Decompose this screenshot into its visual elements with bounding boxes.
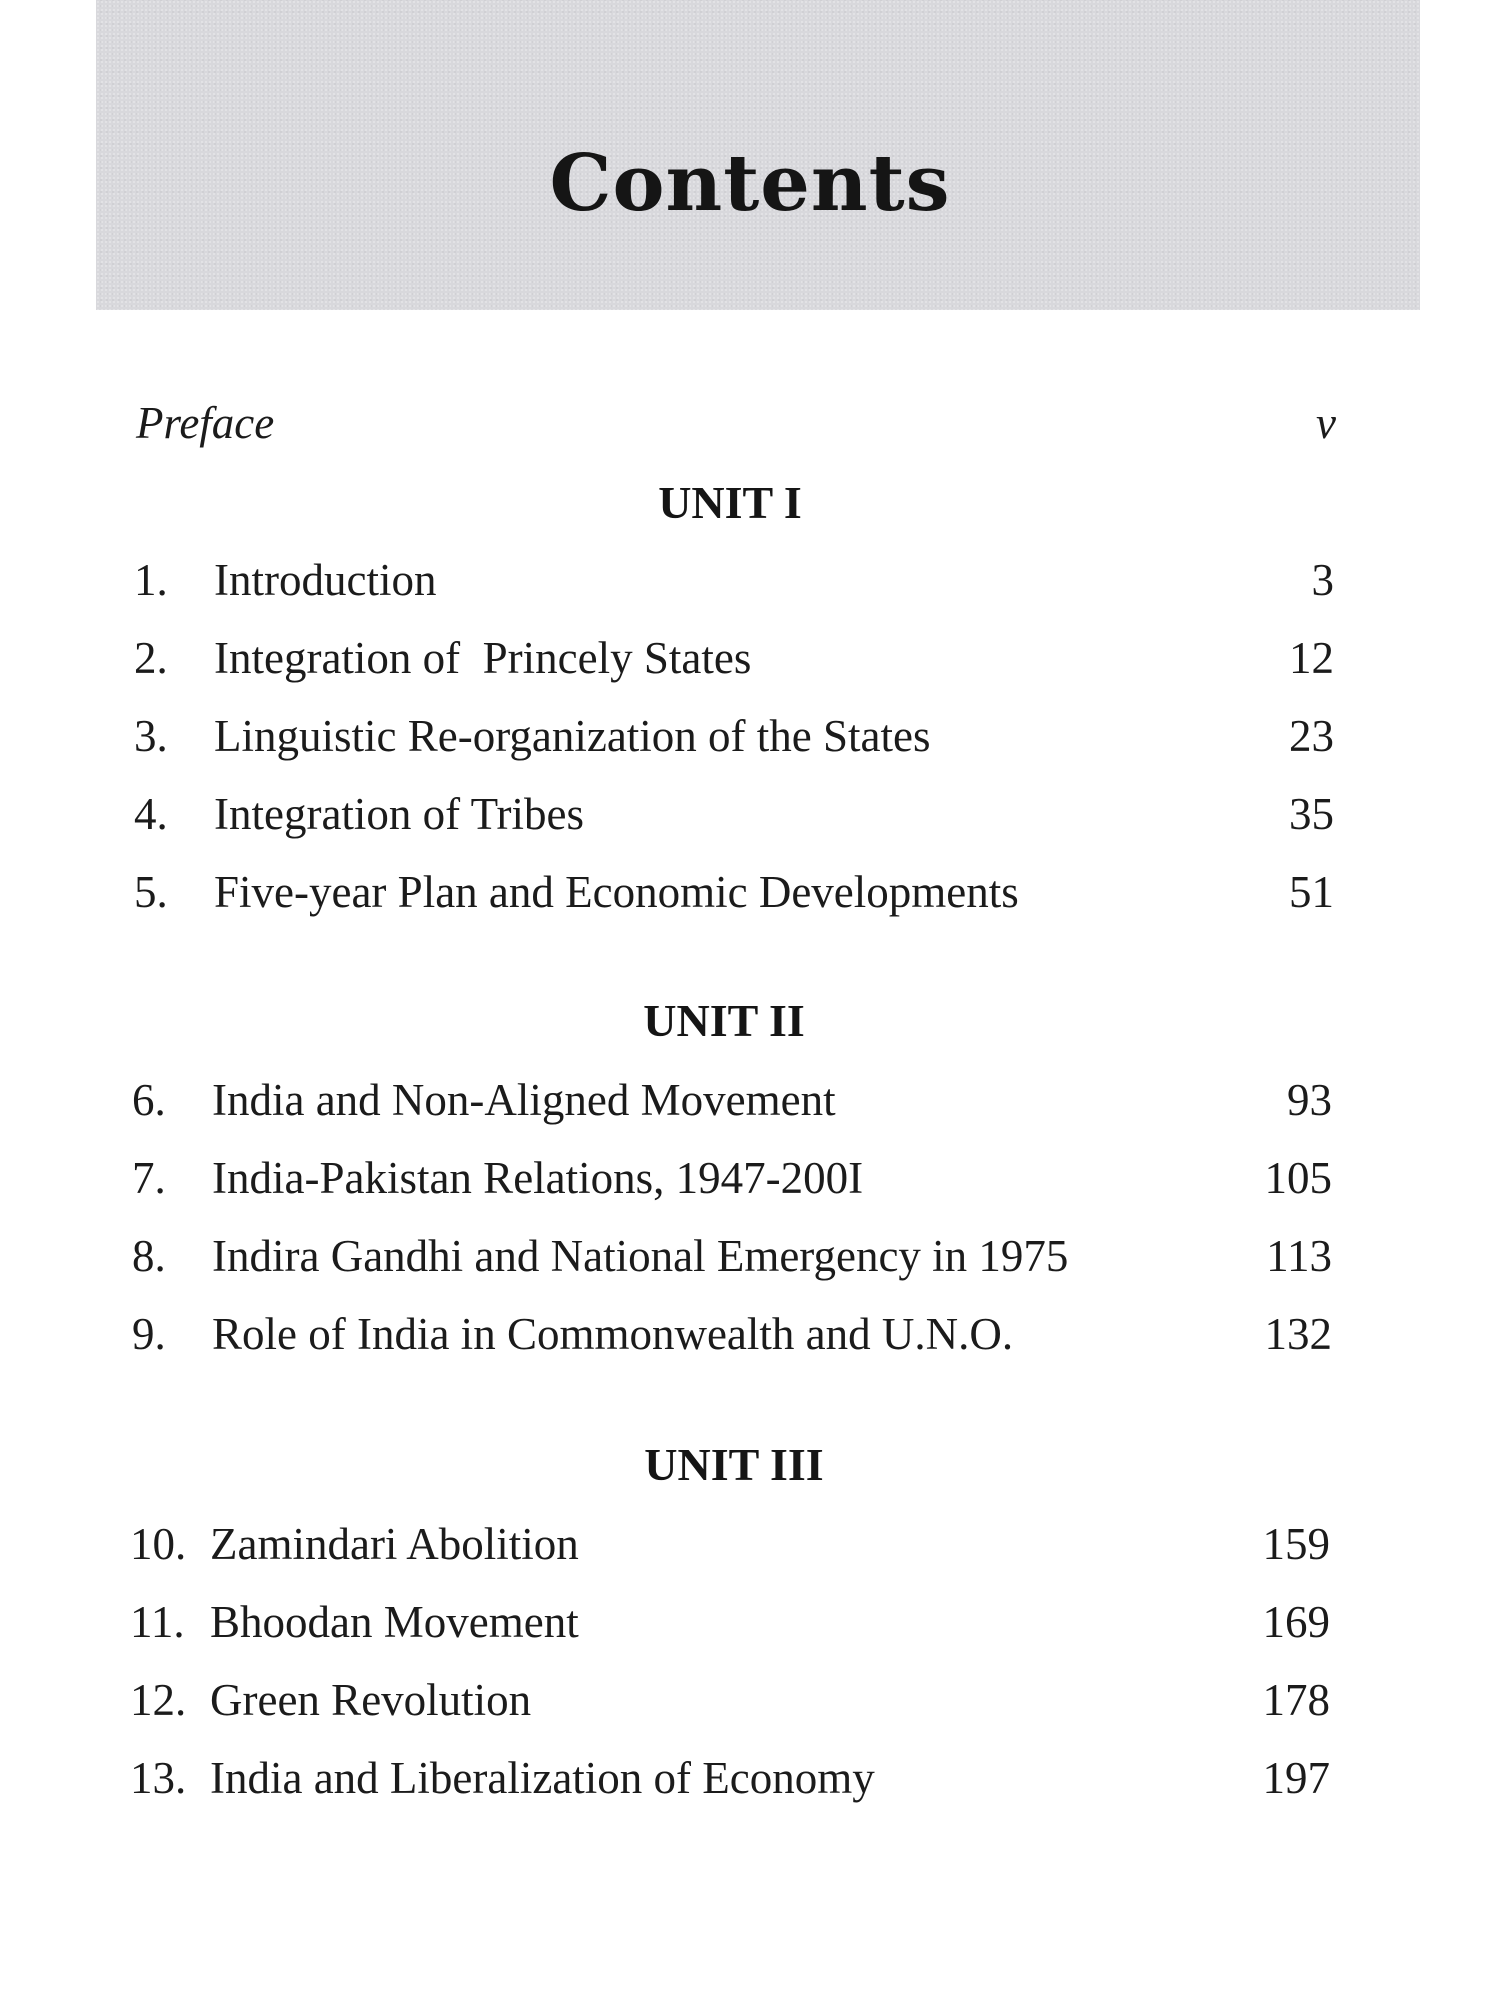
entry-number: 11.: [130, 1597, 185, 1647]
toc-entry: [132, 1072, 1332, 1128]
entry-page: 51: [1289, 867, 1334, 917]
toc-entry: [134, 708, 1334, 764]
preface-entry: [136, 395, 1336, 451]
entry-title: Integration of Tribes: [214, 789, 584, 839]
entry-title: Introduction: [214, 555, 437, 605]
entry-page: 132: [1264, 1309, 1332, 1359]
entry-page: 93: [1287, 1075, 1332, 1125]
toc-entry: [134, 552, 1334, 608]
toc-entry: [130, 1516, 1330, 1572]
entry-title: Role of India in Commonwealth and U.N.O.: [212, 1309, 1014, 1359]
entry-page: 159: [1262, 1519, 1330, 1569]
entry-page: 178: [1262, 1675, 1330, 1725]
entry-title: India and Non-Aligned Movement: [212, 1075, 836, 1125]
entry-title: India-Pakistan Relations, 1947-200I: [212, 1153, 864, 1203]
entry-number: 2.: [134, 633, 168, 683]
unit-1-heading: UNIT I: [658, 477, 802, 528]
entry-title: Linguistic Re-organization of the States: [214, 711, 931, 761]
entry-page: 105: [1264, 1153, 1332, 1203]
entry-number: 1.: [134, 555, 168, 605]
entry-title: India and Liberalization of Economy: [210, 1753, 875, 1803]
entry-number: 6.: [132, 1075, 166, 1125]
toc-entry: [132, 1306, 1332, 1362]
entry-page: 12: [1289, 633, 1334, 683]
entry-number: 5.: [134, 867, 168, 917]
entry-number: 4.: [134, 789, 168, 839]
toc-entry: [132, 1228, 1332, 1284]
preface-page: v: [1316, 398, 1336, 448]
toc-entry: [134, 630, 1334, 686]
entry-number: 10.: [130, 1519, 187, 1569]
entry-page: 169: [1262, 1597, 1330, 1647]
entry-page: 113: [1266, 1231, 1332, 1281]
entry-number: 12.: [130, 1675, 187, 1725]
entry-number: 13.: [130, 1753, 187, 1803]
toc-entry: [130, 1750, 1330, 1806]
page-title: Contents: [549, 138, 951, 229]
entry-number: 8.: [132, 1231, 166, 1281]
toc-entry: [134, 786, 1334, 842]
entry-title: Green Revolution: [210, 1675, 532, 1725]
entry-title: Zamindari Abolition: [210, 1519, 579, 1569]
entry-title: Integration of Princely States: [214, 633, 752, 683]
entry-number: 7.: [132, 1153, 166, 1203]
toc-entry: [130, 1672, 1330, 1728]
toc-entry: [134, 864, 1334, 920]
entry-page: 197: [1262, 1753, 1330, 1803]
entry-page: 3: [1311, 555, 1334, 605]
entry-number: 9.: [132, 1309, 166, 1359]
entry-title: Five-year Plan and Economic Developments: [214, 867, 1019, 917]
entry-page: 35: [1289, 789, 1334, 839]
entry-number: 3.: [134, 711, 168, 761]
unit-3-heading: UNIT III: [644, 1439, 824, 1490]
preface-label: Preface: [136, 398, 275, 448]
toc-entry: [130, 1594, 1330, 1650]
toc-entry: [132, 1150, 1332, 1206]
unit-2-heading: UNIT II: [643, 995, 805, 1046]
entry-title: Bhoodan Movement: [210, 1597, 579, 1647]
entry-title: Indira Gandhi and National Emergency in 1975: [212, 1231, 1069, 1281]
entry-page: 23: [1289, 711, 1334, 761]
